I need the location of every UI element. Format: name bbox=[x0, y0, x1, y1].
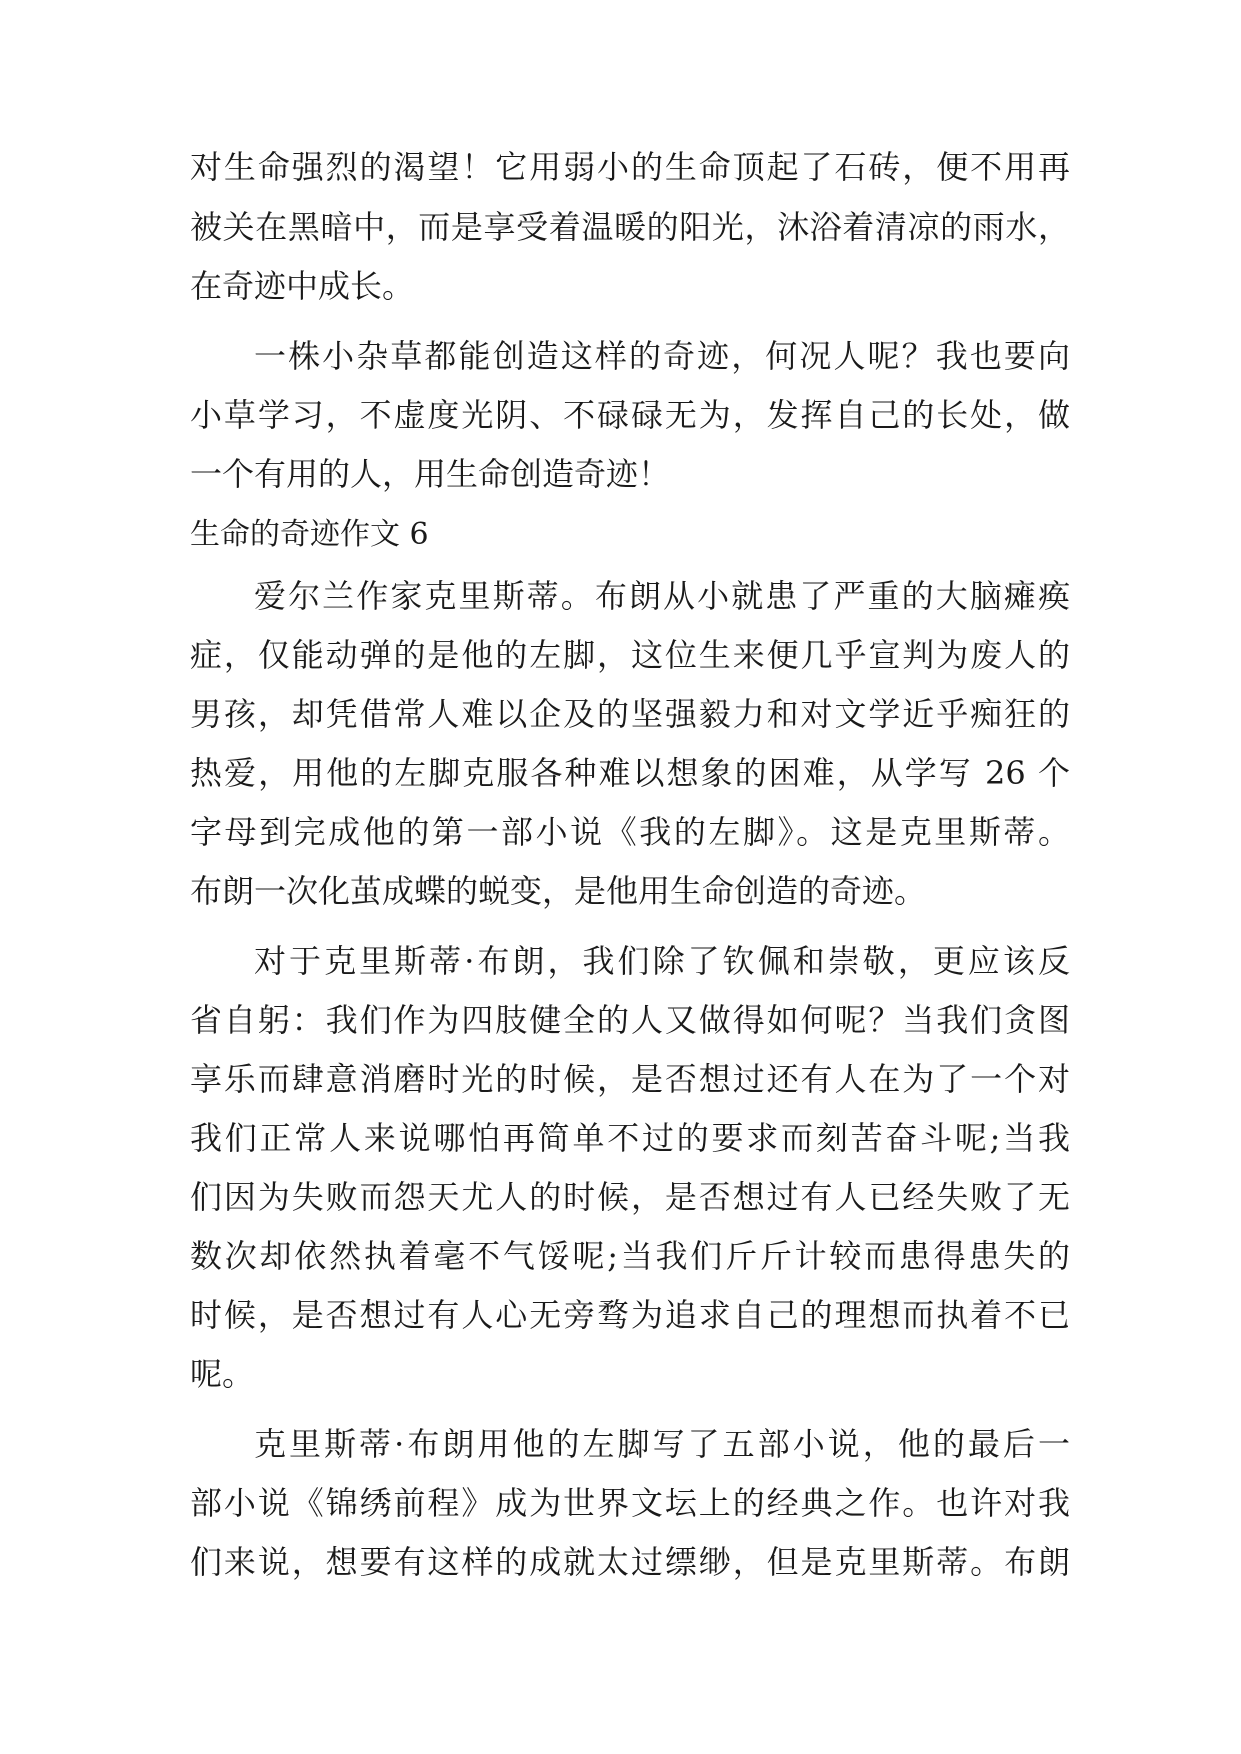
body-line: 时候，是否想过有人心无旁骛为追求自己的理想而执着不已 bbox=[190, 1296, 1070, 1334]
body-line: 男孩，却凭借常人难以企及的坚强毅力和对文学近乎痴狂的 bbox=[190, 695, 1070, 733]
body-line: 症，仅能动弹的是他的左脚，这位生来便几乎宣判为废人的 bbox=[190, 636, 1070, 674]
body-line: 们因为失败而怨天尤人的时候，是否想过有人已经失败了无 bbox=[190, 1178, 1070, 1216]
body-line: 数次却依然执着毫不气馁呢;当我们斤斤计较而患得患失的 bbox=[190, 1237, 1070, 1275]
body-line: 字母到完成他的第一部小说《我的左脚》。这是克里斯蒂。 bbox=[190, 813, 1070, 851]
body-line: 们来说，想要有这样的成就太过缥缈，但是克里斯蒂。布朗 bbox=[190, 1543, 1070, 1581]
paragraph-first-line: 爱尔兰作家克里斯蒂。布朗从小就患了严重的大脑瘫痪 bbox=[254, 577, 1070, 615]
body-line: 热爱，用他的左脚克服各种难以想象的困难，从学写 26 个 bbox=[190, 754, 1070, 792]
paragraph-first-line: 克里斯蒂·布朗用他的左脚写了五部小说，他的最后一 bbox=[254, 1425, 1070, 1463]
body-line: 享乐而肆意消磨时光的时候，是否想过还有人在为了一个对 bbox=[190, 1060, 1070, 1098]
body-line: 我们正常人来说哪怕再简单不过的要求而刻苦奋斗呢;当我 bbox=[190, 1119, 1070, 1157]
paragraph-first-line: 一株小杂草都能创造这样的奇迹，何况人呢？我也要向 bbox=[254, 337, 1070, 375]
body-line: 一个有用的人，用生命创造奇迹！ bbox=[190, 455, 671, 493]
body-line: 小草学习，不虚度光阴、不碌碌无为，发挥自己的长处，做 bbox=[190, 396, 1070, 434]
body-line: 部小说《锦绣前程》成为世界文坛上的经典之作。也许对我 bbox=[190, 1484, 1070, 1522]
body-line: 布朗一次化茧成蝶的蜕变，是他用生命创造的奇迹。 bbox=[190, 872, 927, 910]
body-line: 被关在黑暗中，而是享受着温暖的阳光，沐浴着清凉的雨水， bbox=[190, 208, 1070, 246]
body-line: 在奇迹中成长。 bbox=[190, 267, 415, 305]
body-line: 对生命强烈的渴望！它用弱小的生命顶起了石砖，便不用再 bbox=[190, 148, 1070, 186]
body-line: 省自躬：我们作为四肢健全的人又做得如何呢？当我们贪图 bbox=[190, 1001, 1070, 1039]
paragraph-first-line: 对于克里斯蒂·布朗，我们除了钦佩和崇敬，更应该反 bbox=[254, 942, 1070, 980]
body-line: 呢。 bbox=[190, 1355, 255, 1393]
section-heading: 生命的奇迹作文 6 bbox=[190, 517, 429, 552]
